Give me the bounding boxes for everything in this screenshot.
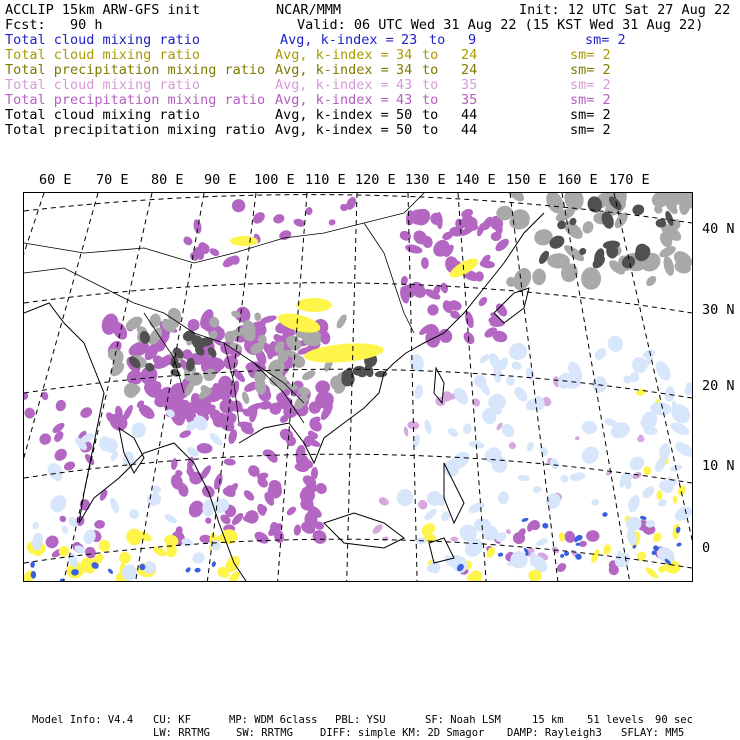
- mid-cloud-band: [296, 298, 332, 312]
- longitude-label: 160 E: [557, 172, 598, 188]
- low-cloud-area: [507, 341, 529, 362]
- footer-diff: DIFF: simple KM: 2D Smagor: [320, 727, 485, 739]
- low-cloud-area: [413, 384, 424, 400]
- low-cloud-area: [672, 504, 692, 524]
- legend-field: Total cloud mixing ratio: [5, 77, 201, 93]
- low-precip-area: [107, 568, 114, 575]
- legend-k-start: 34: [396, 47, 413, 63]
- legend-row: [5, 33, 725, 48]
- low-cloud-area: [525, 367, 535, 380]
- low-cloud-area: [578, 443, 603, 468]
- longitude-label: 80 E: [151, 172, 184, 188]
- low-cloud-area: [591, 498, 600, 506]
- low-cloud-area: [31, 521, 40, 531]
- upper-cloud-area: [581, 267, 601, 290]
- precip-mixing-ratio-area: [231, 198, 246, 213]
- precip-mixing-ratio-area: [43, 533, 61, 551]
- footer-pbl: PBL: YSU: [335, 714, 386, 726]
- low-cloud-area: [423, 419, 432, 434]
- precip-mixing-ratio-area: [63, 460, 77, 472]
- legend-smoothing: sm= 2: [570, 122, 611, 138]
- low-precip-area: [211, 561, 217, 568]
- precip-mixing-ratio-area: [182, 235, 195, 247]
- legend-field: Total cloud mixing ratio: [5, 107, 201, 123]
- longitude-label: 170 E: [609, 172, 650, 188]
- legend-smoothing: sm= 2: [570, 62, 611, 78]
- legend-avg: Avg, k-index =: [275, 47, 389, 63]
- low-precip-area: [497, 552, 503, 557]
- cloud-mixing-ratio-area: [574, 436, 580, 441]
- low-cloud-area: [640, 484, 656, 500]
- legend-row: [5, 93, 725, 108]
- cloud-mixing-ratio-area: [631, 470, 643, 480]
- legend-to: to: [422, 62, 439, 78]
- forecast-hour: Fcst: 90 h: [5, 17, 103, 33]
- precip-mixing-ratio-area: [186, 318, 200, 332]
- legend-smoothing: sm= 2: [570, 77, 611, 93]
- mid-cloud-band: [559, 532, 566, 542]
- mid-cloud-band: [672, 495, 678, 504]
- legend-field: Total cloud mixing ratio: [5, 47, 201, 63]
- latitude-label: 10 N: [702, 458, 735, 474]
- low-cloud-area: [592, 346, 608, 363]
- precip-mixing-ratio-area: [54, 399, 67, 413]
- low-cloud-area: [163, 512, 178, 525]
- upper-cloud-area: [301, 368, 318, 382]
- precip-mixing-ratio-area: [252, 529, 271, 546]
- footer-sf: SF: Noah LSM: [425, 714, 501, 726]
- upper-cloud-area: [123, 383, 138, 399]
- low-cloud-area: [145, 490, 164, 509]
- legend-k-start: 43: [396, 92, 413, 108]
- mid-cloud-band: [642, 465, 652, 476]
- precip-mixing-ratio-area: [293, 524, 302, 536]
- legend-k-start: 23: [401, 32, 418, 48]
- low-cloud-area: [605, 334, 625, 354]
- low-cloud-area: [202, 499, 215, 517]
- mid-cloud-band: [98, 539, 111, 552]
- footer-sflay: SFLAY: MM5: [621, 727, 685, 739]
- upper-cloud-area: [510, 265, 535, 293]
- mid-cloud-band: [117, 549, 134, 566]
- latitude-label: 0: [702, 540, 711, 556]
- legend-smoothing: sm= 2: [570, 92, 611, 108]
- longitude-label: 130 E: [405, 172, 446, 188]
- legend-field: Total precipitation mixing ratio: [5, 62, 266, 78]
- low-cloud-area: [580, 419, 598, 436]
- precip-mixing-ratio-area: [278, 229, 293, 242]
- low-precip-area: [30, 562, 35, 568]
- longitude-label: 60 E: [39, 172, 72, 188]
- low-cloud-area: [667, 400, 692, 427]
- legend-avg: Avg, k-index =: [275, 107, 389, 123]
- low-cloud-area: [511, 361, 523, 371]
- legend-k-start: 50: [396, 122, 413, 138]
- mid-cloud-band: [635, 387, 647, 396]
- legend-k-end: 35: [461, 77, 478, 93]
- precip-mixing-ratio-area: [242, 488, 256, 502]
- legend-k-end: 24: [461, 47, 478, 63]
- cloud-mixing-ratio-area: [450, 537, 458, 542]
- latitude-label: 40 N: [702, 221, 735, 237]
- upper-cloud-area: [581, 220, 596, 236]
- low-precip-area: [602, 512, 608, 518]
- low-cloud-area: [462, 423, 472, 435]
- legend-to: to: [422, 107, 439, 123]
- legend-k-end: 9: [468, 32, 477, 48]
- longitude-label: 150 E: [506, 172, 547, 188]
- cloud-mixing-ratio-area: [371, 523, 384, 536]
- low-cloud-area: [517, 474, 530, 481]
- precip-mixing-ratio-area: [586, 530, 600, 542]
- low-cloud-area: [506, 376, 515, 386]
- low-cloud-area: [535, 537, 549, 548]
- upper-cloud-area: [532, 268, 547, 286]
- longitude-label: 140 E: [455, 172, 496, 188]
- legend-smoothing: sm= 2: [570, 107, 611, 123]
- low-cloud-area: [411, 434, 421, 448]
- low-cloud-area: [60, 524, 69, 535]
- precip-mixing-ratio-area: [292, 217, 306, 228]
- init-time: Init: 12 UTC Sat 27 Aug 22: [519, 2, 731, 18]
- low-cloud-area: [538, 445, 549, 457]
- legend-row: [5, 63, 725, 78]
- low-precip-area: [185, 566, 192, 573]
- longitude-label: 100 E: [254, 172, 295, 188]
- upper-cloud-area: [241, 391, 251, 405]
- latitude-label: 20 N: [702, 378, 735, 394]
- precip-mixing-ratio-area: [196, 443, 212, 454]
- mid-cloud-band: [644, 566, 660, 581]
- longitude-label: 70 E: [96, 172, 129, 188]
- legend-k-start: 50: [396, 107, 413, 123]
- cloud-mixing-ratio-area: [505, 528, 512, 535]
- longitude-label: 120 E: [355, 172, 396, 188]
- organization-label: NCAR/MMM: [276, 2, 342, 18]
- footer-levels: 51 levels: [587, 714, 644, 726]
- country-border: [24, 193, 424, 263]
- legend-to: to: [422, 92, 439, 108]
- legend-avg: Avg, k-index =: [275, 62, 389, 78]
- legend-field: Total precipitation mixing ratio: [5, 122, 266, 138]
- longitude-label: 110 E: [305, 172, 346, 188]
- legend-k-start: 43: [396, 77, 413, 93]
- precip-mixing-ratio-area: [463, 310, 475, 329]
- precip-mixing-ratio-area: [212, 473, 224, 491]
- footer-model-info: Model Info: V4.4: [32, 714, 134, 726]
- precip-mixing-ratio-area: [439, 282, 449, 294]
- precip-mixing-ratio-area: [244, 509, 260, 525]
- low-cloud-area: [44, 460, 66, 483]
- footer-mp: MP: WDM 6class: [229, 714, 318, 726]
- valid-time: Valid: 06 UTC Wed 31 Aug 22 (15 KST Wed 31 Aug 22): [297, 17, 704, 33]
- legend-to: to: [422, 77, 439, 93]
- legend-k-end: 44: [461, 107, 478, 123]
- precip-mixing-ratio-area: [563, 530, 576, 544]
- legend-to: to: [422, 122, 439, 138]
- legend-row: [5, 78, 725, 93]
- precip-mixing-ratio-area: [208, 247, 220, 258]
- upper-cloud-area: [148, 313, 161, 329]
- low-cloud-area: [526, 441, 535, 453]
- low-precip-area: [676, 542, 682, 547]
- model-title: ACCLIP 15km ARW-GFS init: [5, 2, 201, 18]
- precip-mixing-ratio-area: [426, 303, 441, 318]
- low-cloud-area: [559, 473, 570, 484]
- legend-k-end: 35: [461, 92, 478, 108]
- longitude-gridline: [24, 193, 44, 581]
- upper-cloud-area: [505, 193, 526, 204]
- low-cloud-area: [478, 352, 491, 364]
- legend-avg: Avg, k-index =: [275, 77, 389, 93]
- precip-mixing-ratio-area: [328, 219, 336, 227]
- footer-resolution: 15 km: [532, 714, 564, 726]
- legend-smoothing: sm= 2: [570, 47, 611, 63]
- legend-row: [5, 108, 725, 123]
- precip-mixing-ratio-area: [37, 431, 53, 447]
- legend-row: [5, 48, 725, 63]
- latitude-label: 30 N: [702, 302, 735, 318]
- longitude-label: 90 E: [204, 172, 237, 188]
- low-cloud-area: [512, 384, 530, 403]
- footer-damp: DAMP: Rayleigh3: [507, 727, 602, 739]
- footer-cu: CU: KF: [153, 714, 191, 726]
- low-cloud-area: [467, 500, 486, 516]
- upper-cloud-area: [662, 255, 676, 277]
- legend-to: to: [422, 47, 439, 63]
- precip-mixing-ratio-area: [398, 229, 412, 242]
- upper-cloud-area: [644, 274, 658, 288]
- coastline: [324, 513, 404, 548]
- precip-mixing-ratio-area: [477, 295, 489, 307]
- longitude-gridline: [347, 193, 357, 581]
- forecast-map: [23, 192, 693, 582]
- legend-field: Total cloud mixing ratio: [5, 32, 201, 48]
- footer-lw: LW: RRTMG: [153, 727, 210, 739]
- precip-mixing-ratio-area: [272, 213, 286, 225]
- low-cloud-area: [395, 488, 414, 507]
- legend-to: to: [429, 32, 446, 48]
- legend-k-end: 24: [461, 62, 478, 78]
- precip-mixing-ratio-area: [94, 520, 105, 530]
- legend-field: Total precipitation mixing ratio: [5, 92, 266, 108]
- low-cloud-area: [47, 492, 69, 515]
- low-cloud-area: [127, 507, 141, 521]
- low-precip-area: [640, 515, 648, 520]
- legend-smoothing: sm= 2: [585, 32, 626, 48]
- cloud-mixing-ratio-area: [507, 441, 517, 451]
- precip-mixing-ratio-area: [285, 505, 297, 517]
- legend-avg: Avg, k-index =: [275, 92, 389, 108]
- low-cloud-area: [626, 494, 642, 514]
- precip-mixing-ratio-area: [223, 458, 236, 466]
- low-precip-area: [521, 517, 529, 522]
- precip-mixing-ratio-area: [404, 243, 423, 255]
- mid-cloud-band: [230, 236, 258, 246]
- legend-k-end: 44: [461, 122, 478, 138]
- legend-avg: Avg, k-index =: [275, 122, 389, 138]
- map-canvas: [24, 193, 692, 581]
- low-cloud-area: [446, 426, 460, 438]
- legend-k-start: 34: [396, 62, 413, 78]
- precip-mixing-ratio-area: [204, 517, 212, 525]
- low-precip-area: [541, 522, 549, 529]
- precip-mixing-ratio-area: [58, 514, 67, 523]
- legend-avg: Avg, k-index =: [280, 32, 394, 48]
- precip-mixing-ratio-area: [24, 406, 37, 420]
- low-cloud-area: [673, 439, 692, 460]
- low-precip-area: [194, 568, 201, 573]
- low-cloud-area: [191, 551, 206, 564]
- low-cloud-area: [569, 471, 586, 482]
- cloud-mixing-ratio-area: [471, 397, 482, 408]
- legend-row: [5, 123, 725, 138]
- footer-timestep: 90 sec: [655, 714, 693, 726]
- footer-sw: SW: RRTMG: [236, 727, 293, 739]
- precip-mixing-ratio-area: [170, 458, 178, 471]
- precip-mixing-ratio-area: [421, 257, 429, 269]
- precip-mixing-ratio-area: [78, 405, 94, 420]
- mid-cloud-band: [602, 543, 612, 555]
- low-precip-area: [559, 553, 564, 558]
- cloud-mixing-ratio-area: [377, 496, 390, 507]
- cloud-mixing-ratio-area: [381, 536, 389, 542]
- mid-cloud-band: [656, 490, 662, 500]
- low-cloud-area: [532, 485, 542, 494]
- mid-cloud-band: [590, 548, 601, 564]
- upper-precip-area: [632, 204, 645, 216]
- low-cloud-area: [423, 507, 439, 522]
- upper-cloud-area: [335, 313, 349, 330]
- precip-mixing-ratio-area: [52, 446, 69, 463]
- cloud-mixing-ratio-area: [403, 426, 409, 436]
- low-cloud-area: [108, 496, 121, 514]
- low-cloud-area: [498, 491, 510, 505]
- upper-cloud-area: [254, 312, 262, 321]
